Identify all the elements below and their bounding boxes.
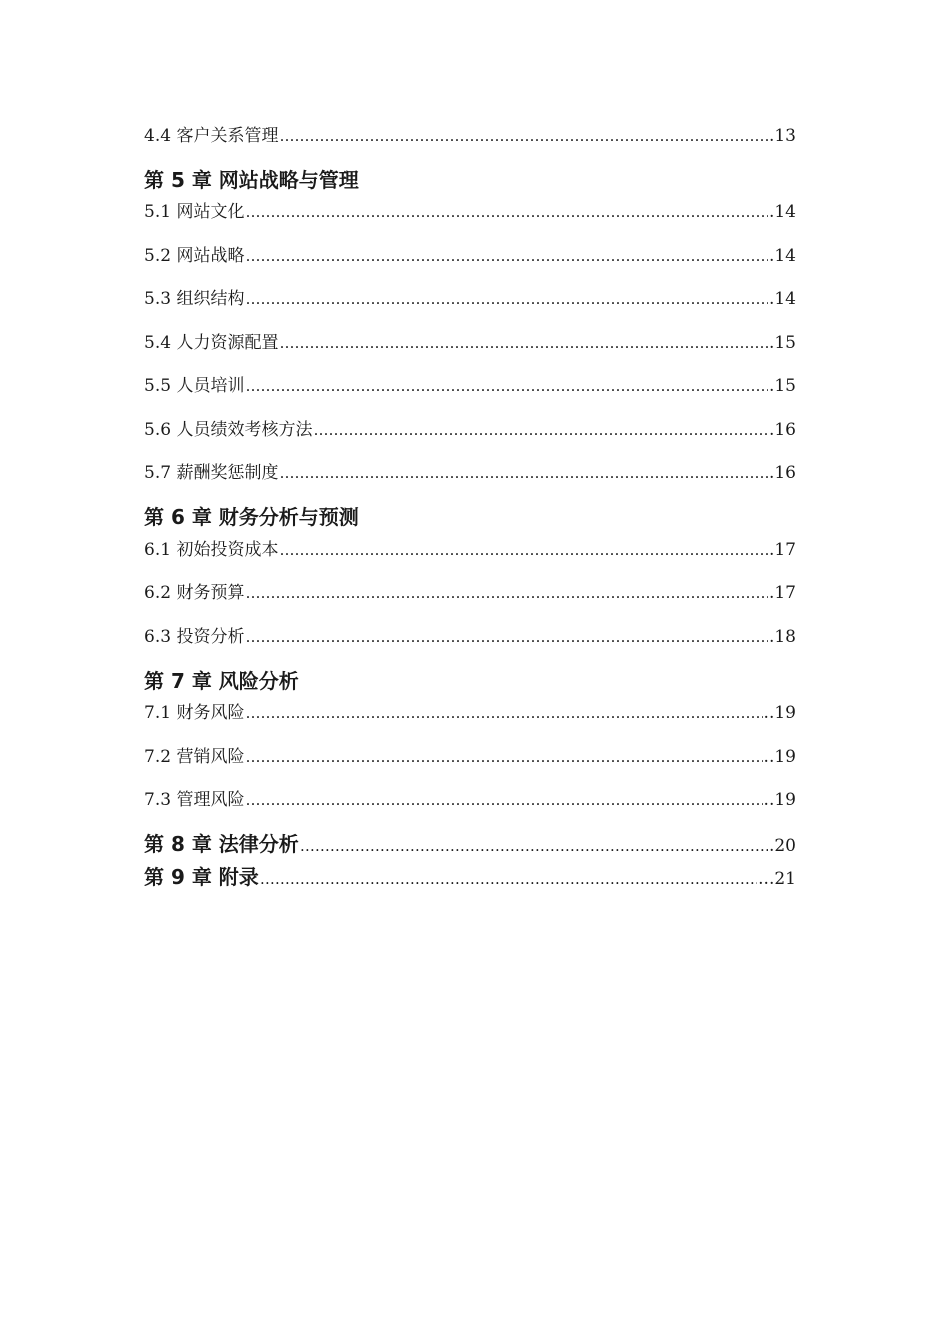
toc-entry-6-1[interactable] <box>144 538 796 562</box>
toc-chapter-8[interactable] <box>144 830 796 860</box>
toc-entry-5-2[interactable] <box>144 244 796 268</box>
dot-leader <box>245 374 768 398</box>
dot-leader <box>279 124 768 148</box>
toc-chapter-page: ...21 <box>758 869 796 889</box>
toc-entry-label: 5.5 人员培训 <box>144 376 245 396</box>
toc-entry-5-4[interactable] <box>144 331 796 355</box>
toc-entry-label: 7.1 财务风险 <box>144 703 245 723</box>
toc-entry-page: .13 <box>768 126 796 146</box>
toc-chapter-label: 第 7 章 风险分析 <box>144 669 299 693</box>
toc-entry-page: .18 <box>768 627 796 647</box>
toc-entry-label: 5.3 组织结构 <box>144 289 245 309</box>
toc-chapter-label: 第 8 章 法律分析 <box>144 832 299 856</box>
toc-entry-page: .17 <box>768 583 796 603</box>
toc-entry-page: .15 <box>768 333 796 353</box>
toc-chapter-page: .20 <box>768 836 796 856</box>
toc-entry-7-2[interactable] <box>144 745 796 769</box>
toc-entry-5-6[interactable] <box>144 418 796 442</box>
dot-leader <box>245 788 762 812</box>
dot-leader <box>279 461 768 485</box>
toc-entry-label: 5.7 薪酬奖惩制度 <box>144 463 279 483</box>
toc-entry-page: .14 <box>768 246 796 266</box>
toc-entry-6-3[interactable] <box>144 625 796 649</box>
toc-entry-label: 4.4 客户关系管理 <box>144 126 279 146</box>
dot-leader <box>313 418 768 442</box>
toc-entry-label: 5.6 人员绩效考核方法 <box>144 420 313 440</box>
dot-leader <box>245 200 768 224</box>
toc-entry-page: .16 <box>768 420 796 440</box>
toc-entry-label: 6.3 投资分析 <box>144 627 245 647</box>
toc-entry-4-4[interactable] <box>144 124 796 148</box>
toc-entry-6-2[interactable] <box>144 581 796 605</box>
dot-leader <box>300 832 768 860</box>
dot-leader <box>245 701 762 725</box>
toc-entry-page: .17 <box>768 540 796 560</box>
toc-chapter-7[interactable] <box>144 667 796 695</box>
toc-entry-page: .14 <box>768 289 796 309</box>
dot-leader <box>245 287 768 311</box>
toc-entry-label: 6.1 初始投资成本 <box>144 540 279 560</box>
toc-entry-5-1[interactable] <box>144 200 796 224</box>
dot-leader <box>245 581 768 605</box>
dot-leader <box>245 244 768 268</box>
toc-entry-7-3[interactable] <box>144 788 796 812</box>
toc-entry-page: .16 <box>768 463 796 483</box>
toc-entry-label: 5.4 人力资源配置 <box>144 333 279 353</box>
toc-entry-5-3[interactable] <box>144 287 796 311</box>
toc-chapter-label: 第 6 章 财务分析与预测 <box>144 505 359 529</box>
toc-chapter-6[interactable] <box>144 503 796 531</box>
toc-entry-label: 6.2 财务预算 <box>144 583 245 603</box>
dot-leader <box>245 625 768 649</box>
toc-entry-7-1[interactable] <box>144 701 796 725</box>
toc-entry-label: 7.3 管理风险 <box>144 790 245 810</box>
toc-chapter-9[interactable] <box>144 863 796 893</box>
toc-entry-page: .15 <box>768 376 796 396</box>
toc-chapter-label: 第 9 章 附录 <box>144 865 259 889</box>
dot-leader <box>279 331 768 355</box>
toc-entry-page: .14 <box>768 202 796 222</box>
toc-entry-5-7[interactable] <box>144 461 796 485</box>
toc-chapter-label: 第 5 章 网站战略与管理 <box>144 168 359 192</box>
toc-entry-page: ..19 <box>763 790 796 810</box>
toc-entry-5-5[interactable] <box>144 374 796 398</box>
toc-entry-label: 5.2 网站战略 <box>144 246 245 266</box>
dot-leader <box>260 865 757 893</box>
toc-entry-label: 7.2 营销风险 <box>144 747 245 767</box>
dot-leader <box>279 538 768 562</box>
toc-chapter-5[interactable] <box>144 166 796 194</box>
dot-leader <box>245 745 762 769</box>
toc-entry-page: ..19 <box>763 703 796 723</box>
toc-entry-page: ..19 <box>763 747 796 767</box>
toc-entry-label: 5.1 网站文化 <box>144 202 245 222</box>
